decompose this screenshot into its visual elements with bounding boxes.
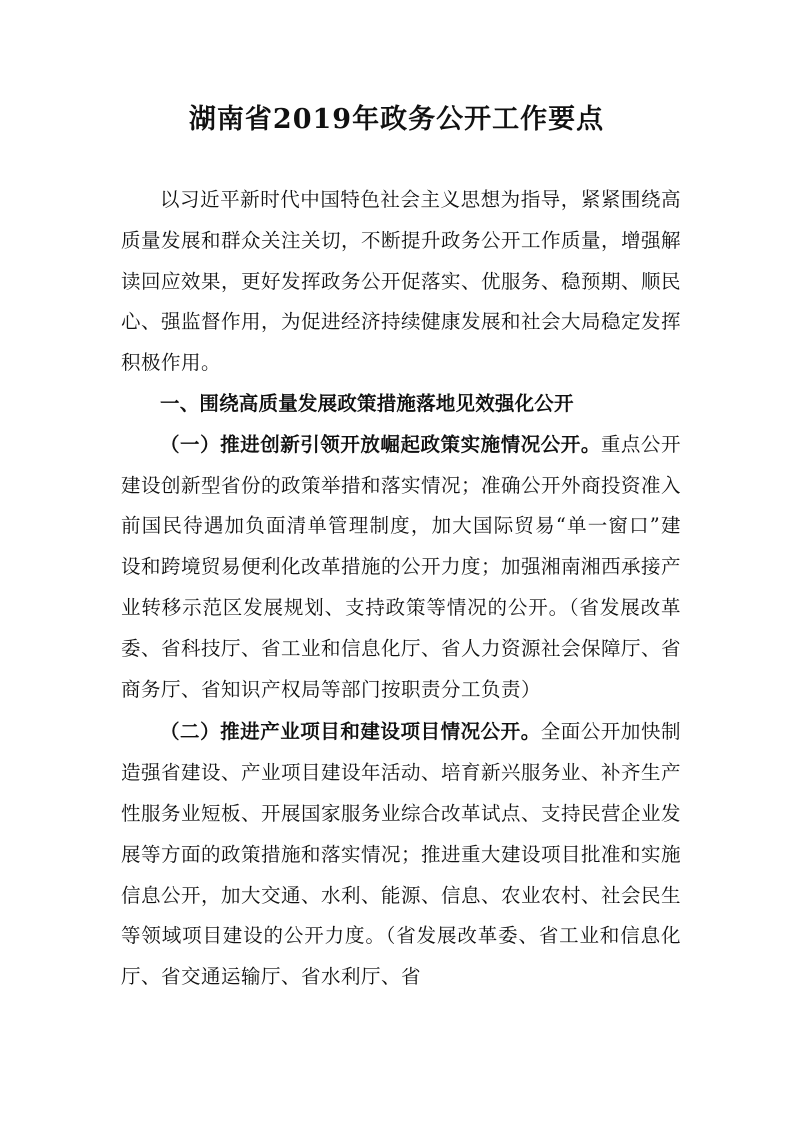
item-1-paragraph [121, 425, 681, 711]
document-body [121, 180, 681, 998]
document-title: 湖南省2019年政务公开工作要点 [188, 104, 605, 135]
intro-paragraph: 以习近平新时代中国特色社会主义思想为指导，紧紧围绕高质量发展和群众关注关切，不断提升政务公开工作质量，增强解读回应效果，更好发挥政务公开促落实、优服务、稳预期、顺民心、强监督作用，为促进经济持续健康发展和社会大局稳定发挥积极作用。 [121, 188, 682, 375]
item-2-paragraph [121, 712, 681, 998]
item-1-text: 重点公开建设创新型省份的政策举措和落实情况；准确公开外商投资准入前国民待遇加负面清单管理制度，加大国际贸易“单一窗口”建设和跨境贸易便利化改革措施的公开力度；加强湘南湘西承接产业转移示范区发展规划、支持政策等情况的公开。（省发展改革委、省科技厅、省工业和信息化厅、省人力资源社会保障厅、省商务厅、省知识产权局等部门按职责分工负责） [121, 432, 682, 701]
section-heading-1: 一、围绕高质量发展政策措施落地见效强化公开 [160, 391, 574, 415]
item-1-lead: （一）推进创新引领开放崛起政策实施情况公开。 [160, 432, 601, 456]
item-2-text: 全面公开加快制造强省建设、产业项目建设年活动、培育新兴服务业、补齐生产性服务业短板、开展国家服务业综合改革试点、支持民营企业发展等方面的政策措施和落实情况；推进重大建设项目批准和实施信息公开，加大交通、水利、能源、信息、农业农村、社会民生等领域项目建设的公开力度。（省发展改革委、省工业和信息化厅、省交通运输厅、省水利厅、省 [121, 720, 682, 989]
item-2-lead: （二）推进产业项目和建设项目情况公开。 [160, 720, 541, 744]
